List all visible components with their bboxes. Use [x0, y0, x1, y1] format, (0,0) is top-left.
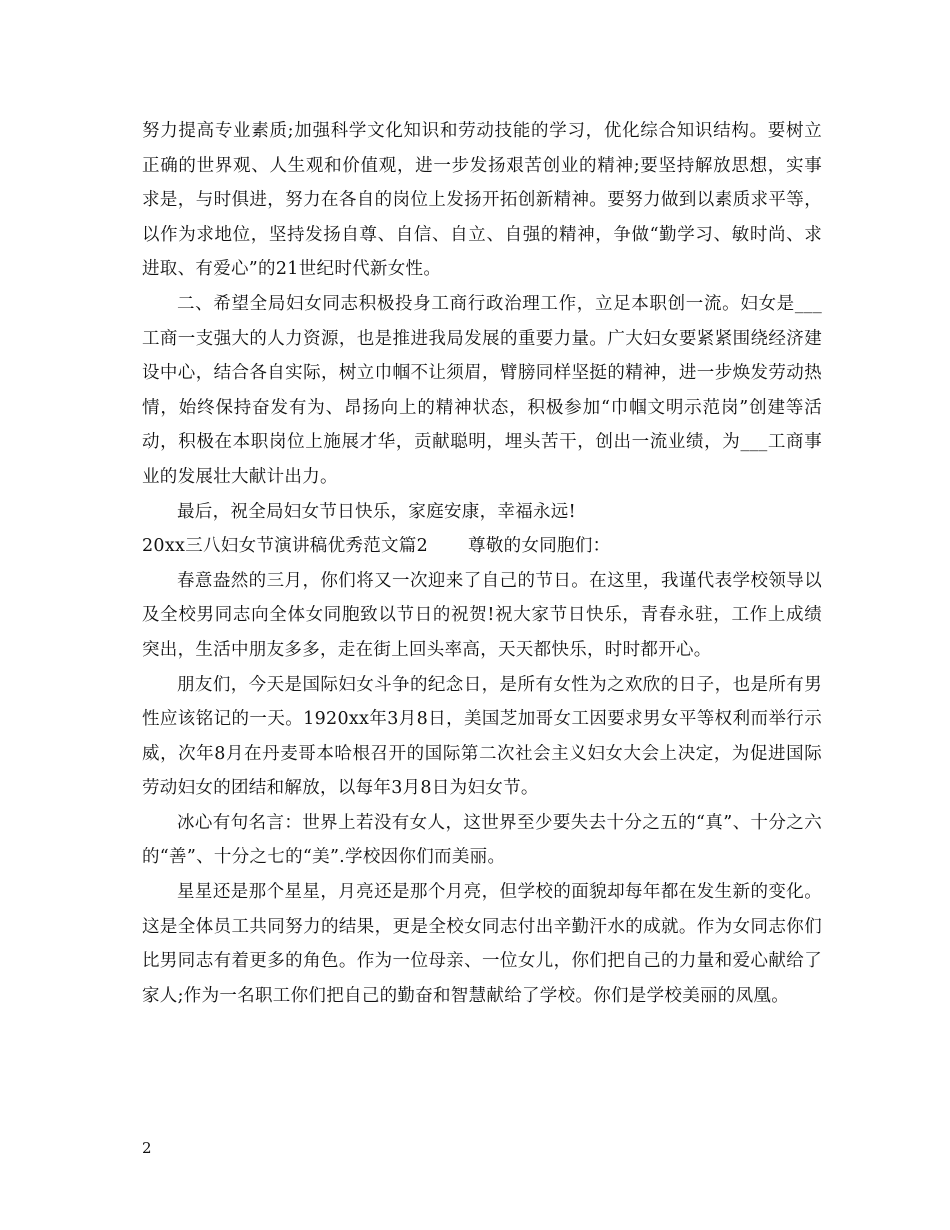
paragraph-3: 最后，祝全局妇女节日快乐，家庭安康，幸福永远! — [177, 501, 576, 522]
page-number: 2 — [142, 1139, 152, 1157]
paragraph-2: 二、希望全局妇女同志积极投身工商行政治理工作，立足本职创一流。妇女是___工商一支强大的人力资源，也是推进我局发展的重要力量。广大妇女要紧紧围绕经济建设中心，结合各自实际，树立巾帼不让须眉，臂膀同样坚挺的精神，进一步焕发劳动热情，始终保持奋发有为、昂扬向上的精神状态，积极参加“巾帼文明示范岗”创建等活动，积极在本职岗位上施展才华，贡献聪明，埋头苦干，创出一流业绩，为___工商事业的发展壮大献计出力。 — [142, 293, 822, 487]
paragraph-7: 星星还是那个星星，月亮还是那个月亮，但学校的面貌却每年都在发生新的变化。这是全体员工共同努力的结果，更是全校女同志付出辛勤汗水的成就。作为女同志你们比男同志有着更多的角色。作为一位母亲、一位女儿，你们把自己的力量和爱心献给了家人;作为一名职工你们把自己的勤奋和智慧献给了学校。你们是学校美丽的凤凰。 — [142, 882, 822, 1006]
paragraph-4: 春意盎然的三月，你们将又一次迎来了自己的节日。在这里，我谨代表学校领导以及全校男同志向全体女同胞致以节日的祝贺!祝大家节日快乐，青春永驻，工作上成绩突出，生活中朋友多多，走在街上回头率高，天天都快乐，时时都开心。 — [142, 570, 822, 660]
section-heading — [142, 529, 822, 564]
paragraph-1: 努力提高专业素质;加强科学文化知识和劳动技能的学习，优化综合知识结构。要树立正确的世界观、人生观和价值观，进一步发扬艰苦创业的精神;要坚持解放思想，实事求是，与时俱进，努力在各自的岗位上发扬开拓创新精神。要努力做到以素质求平等，以作为求地位，坚持发扬自尊、自信、自立、自强的精神，争做“勤学习、敏时尚、求进取、有爱心”的21世纪时代新女性。 — [142, 121, 822, 280]
document-body — [142, 114, 822, 1013]
paragraph-6: 冰心有句名言：世界上若没有女人，这世界至少要失去十分之五的“真”、十分之六的“善”、十分之七的“美”.学校因你们而美丽。 — [142, 812, 822, 868]
salutation: 尊敬的女同胞们： — [468, 536, 611, 557]
section-title: 20xx三八妇女节演讲稿优秀范文篇2 — [142, 536, 429, 557]
paragraph-5: 朋友们，今天是国际妇女斗争的纪念日，是所有女性为之欢欣的日子，也是所有男性应该铭记的一天。1920xx年3月8日，美国芝加哥女工因要求男女平等权利而举行示威，次年8月在丹麦哥本哈根召开的国际第二次社会主义妇女大会上决定，为促进国际劳动妇女的团结和解放，以每年3月8日为妇女节。 — [142, 674, 822, 799]
